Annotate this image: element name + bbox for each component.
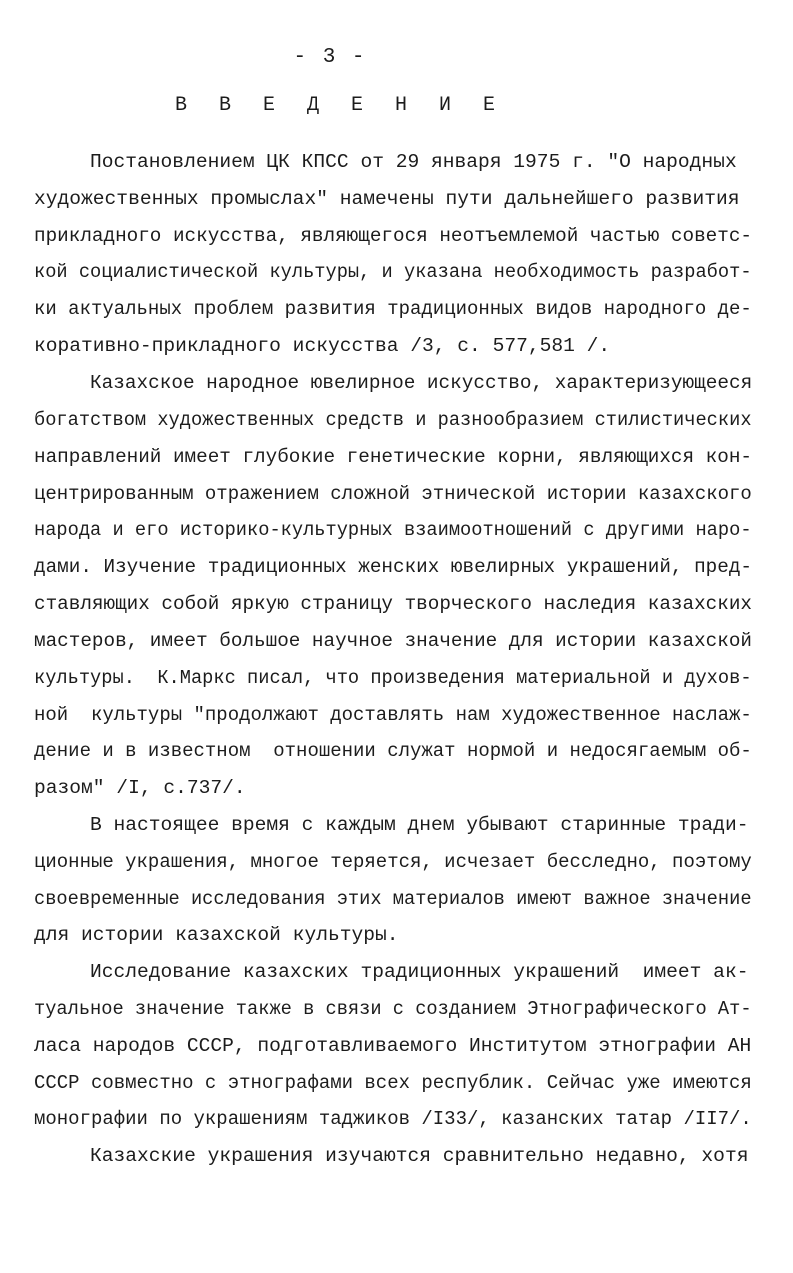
text-line: ной культуры "продолжают доставлять нам художественное наслаж- bbox=[34, 704, 752, 726]
text-line: ционные украшения, многое теряется, исчезает бесследно, поэтому bbox=[34, 851, 752, 873]
text-line: мастеров, имеет большое научное значение для истории казахской bbox=[34, 630, 753, 652]
text-line: богатством художественных средств и разнообразием стилистических bbox=[34, 409, 752, 431]
text-line: Казахское народное ювелирное искусство, характеризующееся bbox=[90, 372, 753, 394]
text-line: туальное значение также в связи с созданием Этнографического Ат- bbox=[34, 998, 752, 1020]
text-line: направлений имеет глубокие генетические корни, являющихся кон- bbox=[34, 446, 753, 468]
text-line: ласа народов СССР, подготавливаемого Институтом этнографии АН bbox=[34, 1035, 752, 1057]
text-line: ставляющих собой яркую страницу творческого наследия казахских bbox=[34, 593, 753, 615]
text-line: коративно-прикладного искусства /3, с. 577,581 /. bbox=[34, 335, 611, 357]
text-line: Постановлением ЦК КПСС от 29 января 1975 г. "О народных bbox=[90, 151, 737, 173]
text-line: народа и его историко-культурных взаимоотношений с другими наро- bbox=[34, 519, 752, 541]
text-line: культуры. К.Маркс писал, что произведения материальной и духов- bbox=[34, 667, 752, 689]
text-line: СССР совместно с этнографами всех республик. Сейчас уже имеются bbox=[34, 1072, 752, 1094]
text-line: ки актуальных проблем развития традиционных видов народного де- bbox=[34, 298, 752, 320]
text-line: дение и в известном отношении служат нормой и недосягаемым об- bbox=[34, 740, 752, 762]
text-line: своевременные исследования этих материалов имеют важное значение bbox=[34, 888, 752, 910]
text-line: центрированным отражением сложной этнической истории казахского bbox=[34, 483, 752, 505]
text-line: монографии по украшениям таджиков /I33/, казанских татар /II7/. bbox=[34, 1108, 752, 1130]
text-line: прикладного искусства, являющегося неотъемлемой частью советс- bbox=[34, 225, 753, 247]
page-number: - 3 - bbox=[293, 46, 367, 69]
text-line: кой социалистической культуры, и указана необходимость разработ- bbox=[34, 261, 752, 283]
text-line: для истории казахской культуры. bbox=[34, 924, 399, 946]
text-line: Исследование казахских традиционных украшений имеет ак- bbox=[90, 961, 749, 983]
text-line: художественных промыслах" намечены пути дальнейшего развития bbox=[34, 188, 740, 210]
text-line: В настоящее время с каждым днем убывают старинные тради- bbox=[90, 814, 749, 836]
section-heading: В В Е Д Е Н И Е bbox=[174, 94, 506, 117]
text-line: разом" /I, с.737/. bbox=[34, 777, 246, 799]
text-line: Казахские украшения изучаются сравнительно недавно, хотя bbox=[90, 1145, 749, 1167]
text-line: дами. Изучение традиционных женских ювелирных украшений, пред- bbox=[34, 556, 753, 578]
